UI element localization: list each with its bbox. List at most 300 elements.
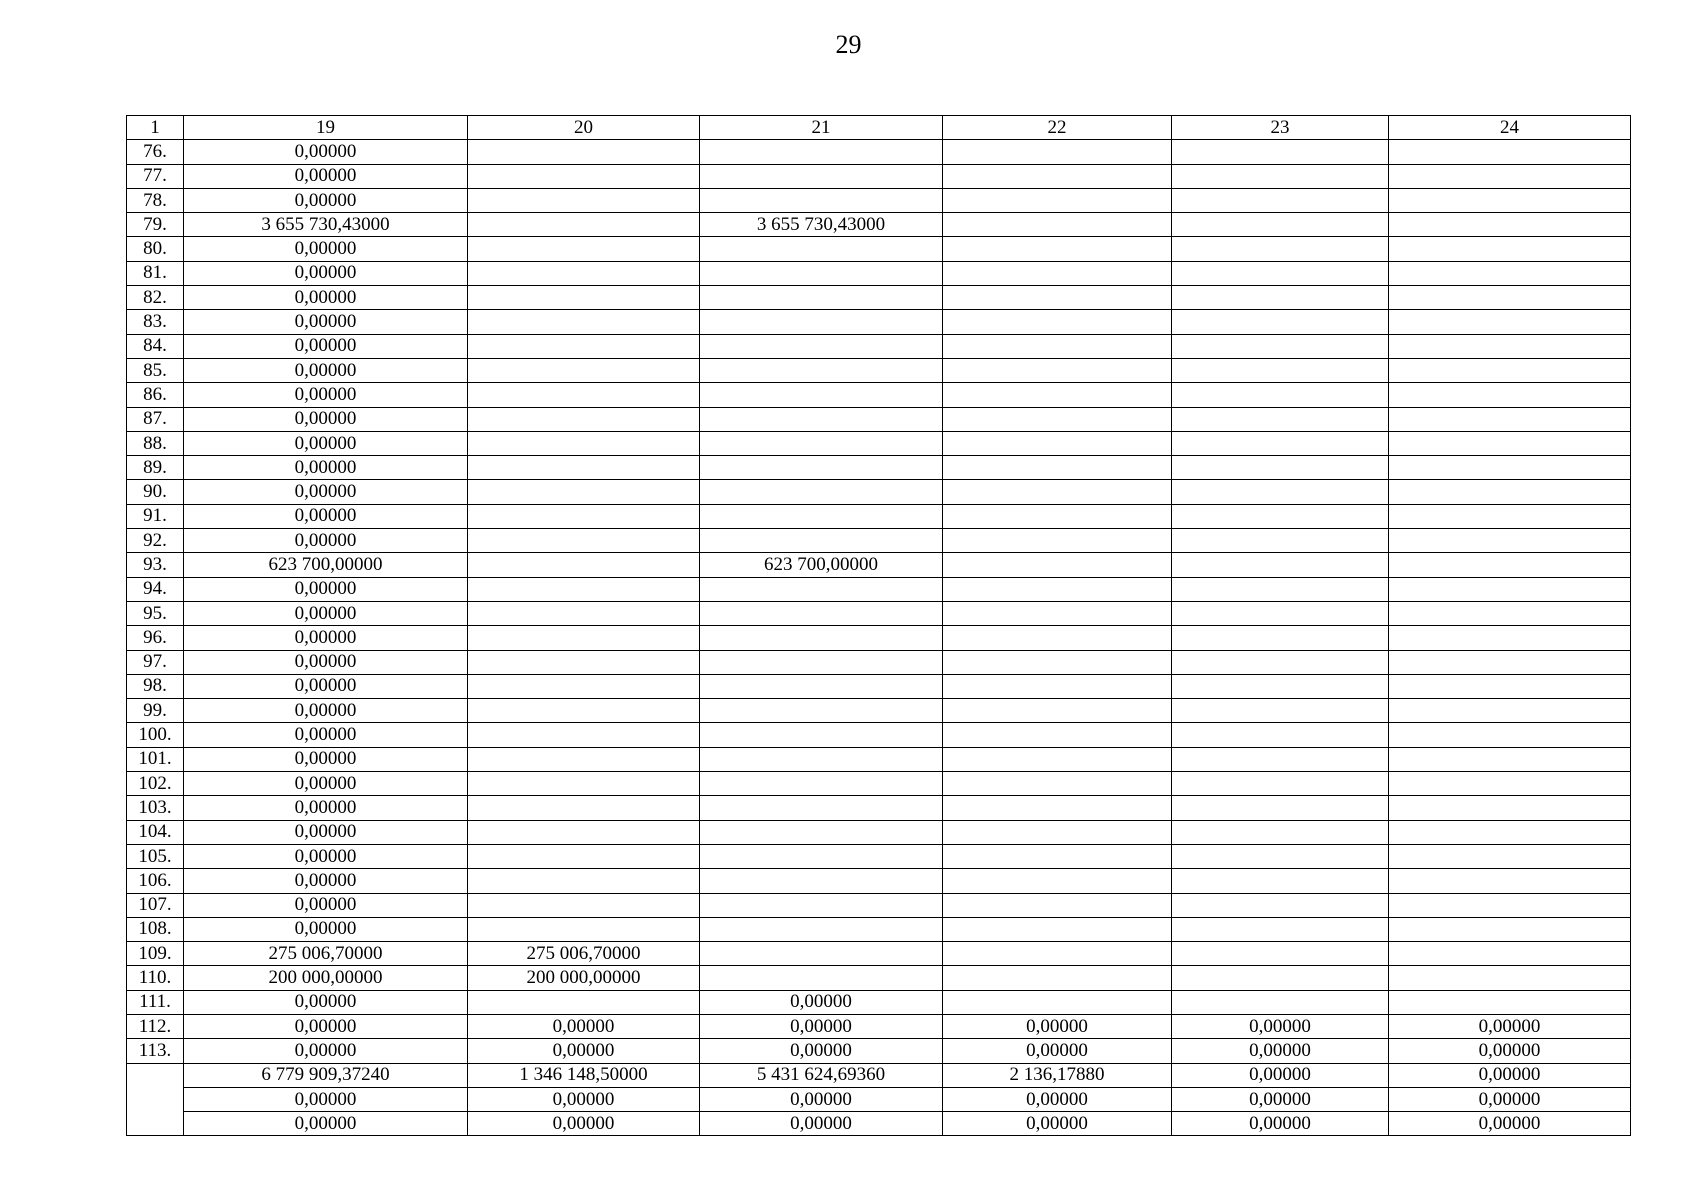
row-number-cell: 102. <box>127 772 184 796</box>
row-number-cell: 82. <box>127 286 184 310</box>
table-cell: 2 136,17880 <box>943 1063 1172 1087</box>
table-cell <box>1172 504 1389 528</box>
table-cell <box>1172 431 1389 455</box>
table-cell <box>1389 529 1631 553</box>
total-row <box>127 1112 1631 1136</box>
table-row <box>127 140 1631 164</box>
table-cell: 1 346 148,50000 <box>468 1063 700 1087</box>
table-cell <box>1172 310 1389 334</box>
table-cell <box>700 844 943 868</box>
table-row <box>127 747 1631 771</box>
table-cell: 6 779 909,37240 <box>184 1063 468 1087</box>
table-cell: 275 006,70000 <box>468 942 700 966</box>
table-cell <box>1389 553 1631 577</box>
table-cell <box>468 796 700 820</box>
table-cell <box>943 796 1172 820</box>
table-cell: 0,00000 <box>184 383 468 407</box>
table-cell <box>700 869 943 893</box>
table-cell <box>1389 237 1631 261</box>
table-cell: 0,00000 <box>184 456 468 480</box>
table-cell <box>1389 383 1631 407</box>
table-cell: 0,00000 <box>1389 1063 1631 1087</box>
table-cell: 19 <box>184 116 468 140</box>
table-cell: 0,00000 <box>184 869 468 893</box>
table-cell <box>700 626 943 650</box>
row-number-cell: 111. <box>127 990 184 1014</box>
row-number-cell: 98. <box>127 674 184 698</box>
row-number-cell: 108. <box>127 917 184 941</box>
table-cell <box>943 844 1172 868</box>
table-cell: 0,00000 <box>184 1087 468 1111</box>
table-cell <box>1389 796 1631 820</box>
table-cell <box>1172 577 1389 601</box>
table-cell <box>943 990 1172 1014</box>
table-cell <box>943 869 1172 893</box>
table-cell <box>1172 893 1389 917</box>
table-cell: 0,00000 <box>1172 1039 1389 1063</box>
row-number-cell: 84. <box>127 334 184 358</box>
table-cell <box>943 407 1172 431</box>
table-cell <box>1389 504 1631 528</box>
table-cell <box>700 140 943 164</box>
table-cell <box>468 383 700 407</box>
table-cell: 0,00000 <box>184 286 468 310</box>
table-row <box>127 626 1631 650</box>
row-number-cell: 103. <box>127 796 184 820</box>
table-cell: 0,00000 <box>184 431 468 455</box>
table-cell <box>468 650 700 674</box>
table-cell <box>700 966 943 990</box>
table-cell <box>1389 261 1631 285</box>
row-number-cell: 112. <box>127 1014 184 1038</box>
table-row <box>127 577 1631 601</box>
page-number: 29 <box>835 30 862 59</box>
table-cell <box>1172 237 1389 261</box>
table-cell <box>468 456 700 480</box>
table-cell <box>1389 893 1631 917</box>
table-row <box>127 237 1631 261</box>
table-cell <box>1389 456 1631 480</box>
table-cell <box>1172 869 1389 893</box>
table-cell: 3 655 730,43000 <box>184 213 468 237</box>
table-cell: 0,00000 <box>1172 1087 1389 1111</box>
header-row <box>127 116 1631 140</box>
table-cell <box>943 431 1172 455</box>
table-cell: 0,00000 <box>1172 1014 1389 1038</box>
data-table <box>126 115 1631 1136</box>
table-row <box>127 917 1631 941</box>
table-cell <box>943 674 1172 698</box>
table-cell <box>468 504 700 528</box>
table-cell <box>943 772 1172 796</box>
table-cell <box>1389 140 1631 164</box>
table-cell <box>468 358 700 382</box>
table-cell: 0,00000 <box>184 820 468 844</box>
table-cell <box>943 164 1172 188</box>
table-cell <box>1389 601 1631 625</box>
table-cell <box>468 601 700 625</box>
table-row <box>127 699 1631 723</box>
table-cell <box>468 431 700 455</box>
table-cell <box>468 553 700 577</box>
row-number-cell: 105. <box>127 844 184 868</box>
table-row <box>127 772 1631 796</box>
row-number-cell: 109. <box>127 942 184 966</box>
table-cell: 3 655 730,43000 <box>700 213 943 237</box>
table-cell <box>468 772 700 796</box>
table-cell: 0,00000 <box>1389 1087 1631 1111</box>
table-cell: 200 000,00000 <box>184 966 468 990</box>
row-number-cell: 91. <box>127 504 184 528</box>
table-row <box>127 1039 1631 1063</box>
table-row <box>127 553 1631 577</box>
row-number-cell: 88. <box>127 431 184 455</box>
table-cell <box>1172 383 1389 407</box>
table-cell <box>700 504 943 528</box>
table-cell: 0,00000 <box>184 772 468 796</box>
table-row <box>127 286 1631 310</box>
table-row <box>127 431 1631 455</box>
table-cell <box>700 577 943 601</box>
row-number-cell: 93. <box>127 553 184 577</box>
table-cell: 0,00000 <box>943 1039 1172 1063</box>
table-cell: 0,00000 <box>184 893 468 917</box>
table-cell <box>943 553 1172 577</box>
table-cell <box>1389 310 1631 334</box>
table-cell <box>943 529 1172 553</box>
row-number-cell: 101. <box>127 747 184 771</box>
table-row <box>127 407 1631 431</box>
table-cell: 20 <box>468 116 700 140</box>
table-cell <box>700 772 943 796</box>
table-cell <box>700 456 943 480</box>
table-cell <box>943 893 1172 917</box>
table-cell <box>1172 699 1389 723</box>
table-cell: 623 700,00000 <box>700 553 943 577</box>
table-cell <box>1389 942 1631 966</box>
table-row <box>127 164 1631 188</box>
row-number-cell: 99. <box>127 699 184 723</box>
table-cell <box>468 188 700 212</box>
table-row <box>127 358 1631 382</box>
table-cell <box>1172 601 1389 625</box>
table-cell <box>1172 796 1389 820</box>
table-row <box>127 820 1631 844</box>
table-cell <box>1389 431 1631 455</box>
table-cell <box>943 747 1172 771</box>
table-cell: 0,00000 <box>184 261 468 285</box>
table-cell <box>943 966 1172 990</box>
table-cell <box>943 504 1172 528</box>
table-cell: 0,00000 <box>468 1014 700 1038</box>
table-cell: 0,00000 <box>700 1087 943 1111</box>
table-cell: 0,00000 <box>1389 1014 1631 1038</box>
table-cell <box>700 893 943 917</box>
row-number-cell: 97. <box>127 650 184 674</box>
table-cell <box>1172 844 1389 868</box>
table-cell: 0,00000 <box>700 990 943 1014</box>
table-cell: 0,00000 <box>700 1112 943 1136</box>
table-cell <box>468 917 700 941</box>
total-label-cell <box>127 1063 184 1136</box>
table-cell <box>700 601 943 625</box>
table-cell <box>700 820 943 844</box>
row-number-cell: 104. <box>127 820 184 844</box>
row-number-cell: 107. <box>127 893 184 917</box>
row-number-cell: 96. <box>127 626 184 650</box>
table-cell <box>1172 140 1389 164</box>
table-cell: 0,00000 <box>184 164 468 188</box>
table-cell: 0,00000 <box>700 1039 943 1063</box>
total-row <box>127 1087 1631 1111</box>
table-body <box>127 116 1631 1136</box>
table-cell: 0,00000 <box>468 1112 700 1136</box>
table-cell <box>1389 626 1631 650</box>
table-row <box>127 966 1631 990</box>
table-cell <box>1389 699 1631 723</box>
table-cell: 200 000,00000 <box>468 966 700 990</box>
table-cell <box>468 529 700 553</box>
table-cell <box>700 529 943 553</box>
table-cell <box>1172 529 1389 553</box>
table-cell <box>943 699 1172 723</box>
table-cell <box>468 261 700 285</box>
table-cell <box>1389 358 1631 382</box>
table-cell <box>468 480 700 504</box>
row-number-cell: 78. <box>127 188 184 212</box>
table-cell <box>943 650 1172 674</box>
table-row <box>127 601 1631 625</box>
table-cell <box>468 286 700 310</box>
table-cell: 0,00000 <box>184 310 468 334</box>
total-row <box>127 1063 1631 1087</box>
table-cell <box>700 917 943 941</box>
table-cell <box>1389 480 1631 504</box>
table-cell: 0,00000 <box>184 237 468 261</box>
table-cell <box>700 747 943 771</box>
table-row <box>127 990 1631 1014</box>
table-cell <box>1172 820 1389 844</box>
table-row <box>127 188 1631 212</box>
table-cell <box>700 286 943 310</box>
table-cell: 0,00000 <box>184 577 468 601</box>
table-cell <box>1172 990 1389 1014</box>
table-cell <box>700 942 943 966</box>
table-cell <box>1172 626 1389 650</box>
table-cell <box>943 140 1172 164</box>
row-number-cell: 80. <box>127 237 184 261</box>
table-row <box>127 723 1631 747</box>
table-cell <box>1172 188 1389 212</box>
table-cell: 0,00000 <box>184 601 468 625</box>
table-cell <box>1389 772 1631 796</box>
table-cell <box>468 577 700 601</box>
table-cell: 0,00000 <box>184 504 468 528</box>
row-number-cell: 86. <box>127 383 184 407</box>
table-cell: 0,00000 <box>184 529 468 553</box>
table-cell <box>1389 334 1631 358</box>
table-cell <box>1172 334 1389 358</box>
table-cell <box>700 407 943 431</box>
row-number-cell: 106. <box>127 869 184 893</box>
table-cell <box>1172 772 1389 796</box>
table-cell <box>468 869 700 893</box>
table-cell <box>468 990 700 1014</box>
table-cell <box>943 723 1172 747</box>
table-row <box>127 456 1631 480</box>
table-row <box>127 942 1631 966</box>
table-cell <box>1172 261 1389 285</box>
table-cell: 0,00000 <box>184 626 468 650</box>
table-cell <box>943 286 1172 310</box>
table-cell: 0,00000 <box>468 1039 700 1063</box>
table-cell <box>1172 747 1389 771</box>
table-cell: 0,00000 <box>184 699 468 723</box>
table-row <box>127 529 1631 553</box>
table-cell: 0,00000 <box>943 1112 1172 1136</box>
table-cell: 0,00000 <box>184 650 468 674</box>
table-row <box>127 1014 1631 1038</box>
table-cell <box>1389 286 1631 310</box>
table-cell: 0,00000 <box>184 990 468 1014</box>
row-number-cell: 79. <box>127 213 184 237</box>
table-row <box>127 844 1631 868</box>
table-cell <box>943 577 1172 601</box>
table-cell <box>1172 407 1389 431</box>
table-cell <box>1172 553 1389 577</box>
table-cell <box>468 310 700 334</box>
table-cell <box>943 358 1172 382</box>
table-row <box>127 650 1631 674</box>
table-cell: 0,00000 <box>184 747 468 771</box>
table-cell <box>1172 358 1389 382</box>
table-cell: 5 431 624,69360 <box>700 1063 943 1087</box>
table-row <box>127 869 1631 893</box>
table-cell <box>1389 869 1631 893</box>
table-cell: 23 <box>1172 116 1389 140</box>
table-cell <box>468 237 700 261</box>
table-cell: 0,00000 <box>700 1014 943 1038</box>
row-number-cell: 77. <box>127 164 184 188</box>
row-number-cell: 90. <box>127 480 184 504</box>
table-row <box>127 213 1631 237</box>
table-row <box>127 674 1631 698</box>
table-cell: 0,00000 <box>184 917 468 941</box>
table-cell <box>468 747 700 771</box>
table-cell <box>943 334 1172 358</box>
table-row <box>127 334 1631 358</box>
table-row <box>127 796 1631 820</box>
table-cell <box>1389 966 1631 990</box>
table-cell <box>700 237 943 261</box>
table-cell <box>700 699 943 723</box>
table-cell <box>943 601 1172 625</box>
table-cell: 275 006,70000 <box>184 942 468 966</box>
table-cell <box>468 820 700 844</box>
table-cell <box>943 188 1172 212</box>
table-cell <box>1172 674 1389 698</box>
table-cell <box>943 942 1172 966</box>
table-cell <box>943 237 1172 261</box>
table-cell: 0,00000 <box>943 1087 1172 1111</box>
row-number-cell: 76. <box>127 140 184 164</box>
row-number-cell: 89. <box>127 456 184 480</box>
table-cell <box>468 407 700 431</box>
table-cell: 0,00000 <box>184 407 468 431</box>
table-cell <box>700 674 943 698</box>
table-cell <box>468 674 700 698</box>
table-cell <box>700 480 943 504</box>
table-cell <box>943 480 1172 504</box>
table-cell <box>1389 577 1631 601</box>
table-cell <box>700 334 943 358</box>
table-cell <box>468 893 700 917</box>
table-cell: 0,00000 <box>184 844 468 868</box>
table-cell: 0,00000 <box>1389 1112 1631 1136</box>
table-row <box>127 480 1631 504</box>
table-cell: 0,00000 <box>468 1087 700 1111</box>
table-cell <box>1172 480 1389 504</box>
row-number-cell: 1 <box>127 116 184 140</box>
table-cell <box>468 140 700 164</box>
table-cell <box>700 650 943 674</box>
table-cell <box>943 456 1172 480</box>
table-cell <box>943 310 1172 334</box>
table-cell <box>1172 164 1389 188</box>
table-cell: 0,00000 <box>184 1014 468 1038</box>
table-cell <box>943 383 1172 407</box>
table-cell <box>1389 844 1631 868</box>
table-cell <box>1389 164 1631 188</box>
row-number-cell: 95. <box>127 601 184 625</box>
table-cell <box>943 213 1172 237</box>
table-row <box>127 504 1631 528</box>
row-number-cell: 100. <box>127 723 184 747</box>
table-cell <box>943 626 1172 650</box>
row-number-cell: 110. <box>127 966 184 990</box>
table-cell <box>468 699 700 723</box>
row-number-cell: 113. <box>127 1039 184 1063</box>
table-cell: 0,00000 <box>184 1112 468 1136</box>
row-number-cell: 85. <box>127 358 184 382</box>
table-cell <box>1172 942 1389 966</box>
table-cell <box>700 723 943 747</box>
table-cell <box>700 358 943 382</box>
table-cell <box>1389 820 1631 844</box>
table-cell <box>1389 650 1631 674</box>
table-cell <box>700 431 943 455</box>
table-cell: 0,00000 <box>1389 1039 1631 1063</box>
table-cell: 22 <box>943 116 1172 140</box>
table-row <box>127 310 1631 334</box>
table-row <box>127 383 1631 407</box>
table-cell <box>1389 213 1631 237</box>
table-cell: 0,00000 <box>184 358 468 382</box>
table-cell: 0,00000 <box>184 674 468 698</box>
table-cell: 0,00000 <box>184 140 468 164</box>
table-cell <box>468 844 700 868</box>
table-cell: 0,00000 <box>184 1039 468 1063</box>
table-cell <box>1172 917 1389 941</box>
row-number-cell: 87. <box>127 407 184 431</box>
table-cell <box>700 310 943 334</box>
table-cell <box>943 261 1172 285</box>
table-row <box>127 261 1631 285</box>
table-cell <box>700 383 943 407</box>
table-cell <box>943 917 1172 941</box>
table-cell: 0,00000 <box>184 334 468 358</box>
table-cell <box>1172 456 1389 480</box>
